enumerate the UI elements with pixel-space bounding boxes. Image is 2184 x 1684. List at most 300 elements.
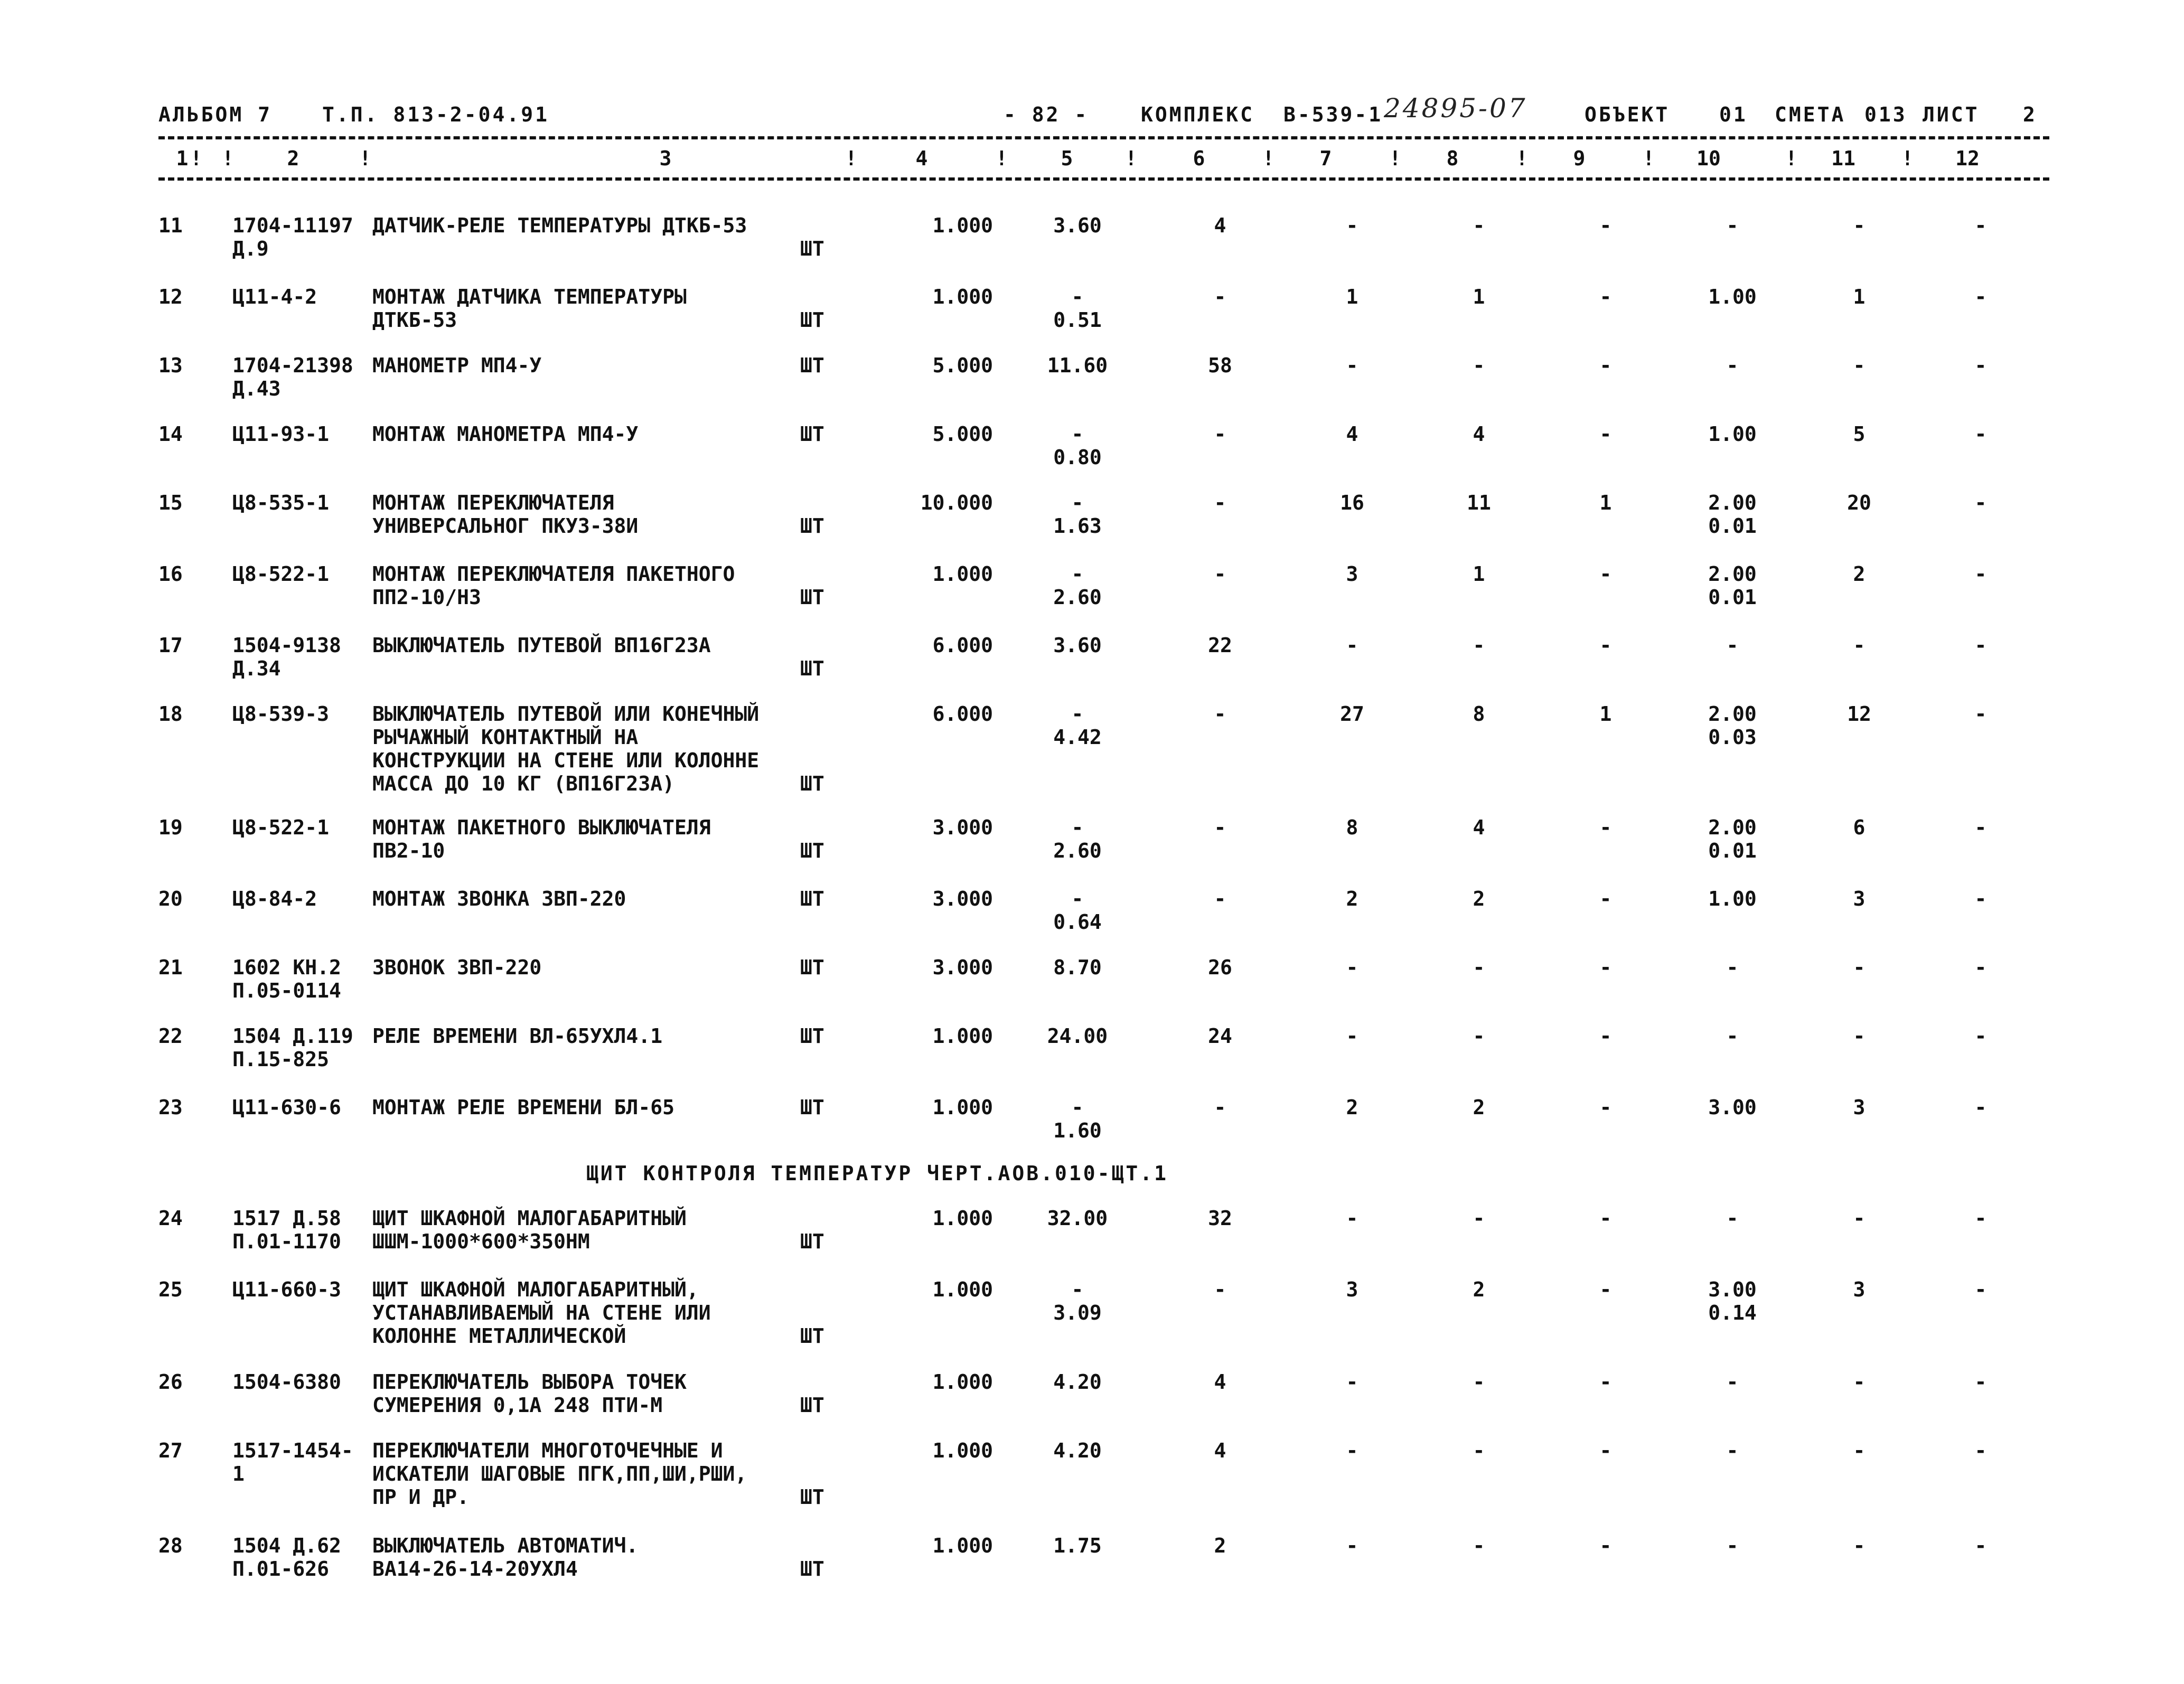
item-name: МОНТАЖ МАНОМЕТРА МП4-У [372, 422, 639, 446]
col-9-value: - [1599, 1024, 1612, 1048]
col-12-value: - [1974, 956, 1987, 979]
row-number: 28 [158, 1534, 183, 1557]
row-number: 12 [158, 285, 183, 308]
col-8-value: 8 [1473, 702, 1485, 726]
col-7-value: 16 [1340, 491, 1364, 514]
col-8-value: 11 [1467, 491, 1491, 514]
col-7-value: 3 [1346, 562, 1358, 586]
header-rule-bottom [158, 177, 2049, 181]
row-number: 17 [158, 634, 183, 657]
column-separator: ! [1125, 147, 1137, 170]
item-code-line2: Д.9 [232, 237, 269, 260]
quantity: 6.000 [932, 702, 993, 726]
item-code-line2: П.01-626 [232, 1557, 330, 1580]
column-number: 8 [1446, 147, 1459, 170]
unit-of-measure: ШТ [800, 1024, 824, 1048]
col-7-value: 2 [1346, 1096, 1358, 1119]
col-11-value: - [1853, 634, 1866, 657]
col-9-value: - [1599, 422, 1612, 446]
col-8-value: - [1473, 956, 1485, 979]
col-7-value: - [1346, 956, 1358, 979]
col-11-value: - [1853, 214, 1866, 237]
unit-price: 8.70 [1053, 956, 1102, 979]
unit-price: - [1071, 702, 1084, 726]
column-separator: ! [222, 147, 234, 170]
row-number: 13 [158, 354, 183, 377]
column-number: 6 [1193, 147, 1205, 170]
item-name-line4: МАССА ДО 10 КГ (ВП16Г23А) [372, 772, 674, 795]
col-12-value: - [1974, 1024, 1987, 1048]
item-name: МАНОМЕТР МП4-У [372, 354, 542, 377]
unit-price-wages: 2.60 [1053, 839, 1102, 862]
col-10-value-line2: 0.01 [1708, 839, 1757, 862]
column-separator: ! [996, 147, 1008, 170]
col-11-value: - [1853, 956, 1866, 979]
unit-of-measure: ШТ [800, 887, 824, 910]
col-10-value: - [1726, 354, 1739, 377]
col-7-value: - [1346, 1439, 1358, 1462]
unit-price: 3.60 [1053, 214, 1102, 237]
col-6-value: 58 [1208, 354, 1232, 377]
unit-price-wages: 2.60 [1053, 586, 1102, 609]
unit-price: 4.20 [1053, 1439, 1102, 1462]
col-10-value-line2: 0.01 [1708, 586, 1757, 609]
row-number: 23 [158, 1096, 183, 1119]
column-number: 9 [1573, 147, 1586, 170]
col-7-value: - [1346, 1534, 1358, 1557]
column-number: 7 [1319, 147, 1332, 170]
item-name: ДАТЧИК-РЕЛЕ ТЕМПЕРАТУРЫ ДТКБ-53 [372, 214, 747, 237]
col-7-value: 1 [1346, 285, 1358, 308]
col-8-value: - [1473, 1370, 1485, 1394]
col-12-value: - [1974, 1534, 1987, 1557]
col-11-value: 6 [1853, 816, 1866, 839]
unit-of-measure: ШТ [800, 308, 824, 332]
col-6-value: - [1214, 422, 1226, 446]
unit-price: - [1071, 816, 1084, 839]
item-name: МОНТАЖ РЕЛЕ ВРЕМЕНИ БЛ-65 [372, 1096, 674, 1119]
quantity: 6.000 [932, 634, 993, 657]
complex-label: КОМПЛЕКС [1141, 103, 1255, 126]
unit-price: 1.75 [1053, 1534, 1102, 1557]
quantity: 3.000 [932, 956, 993, 979]
col-9-value: - [1599, 634, 1612, 657]
item-code-line2: П.05-0114 [232, 979, 341, 1002]
item-code: 1504-6380 [232, 1370, 341, 1394]
col-10-value: - [1726, 1534, 1739, 1557]
unit-of-measure: ШТ [800, 1324, 824, 1348]
complex-code: В-539-1 [1283, 103, 1383, 126]
col-7-value: - [1346, 1207, 1358, 1230]
col-11-value: - [1853, 1370, 1866, 1394]
col-8-value: - [1473, 1439, 1485, 1462]
quantity: 10.000 [920, 491, 993, 514]
item-code-line2: 1 [232, 1462, 245, 1485]
col-10-value: - [1726, 1207, 1739, 1230]
unit-price-wages: 0.64 [1053, 910, 1102, 934]
unit-price: - [1071, 491, 1084, 514]
col-12-value: - [1974, 285, 1987, 308]
row-number: 18 [158, 702, 183, 726]
unit-price-wages: 3.09 [1053, 1301, 1102, 1324]
quantity: 1.000 [932, 214, 993, 237]
item-name: ВЫКЛЮЧАТЕЛЬ ПУТЕВОЙ ВП16Г23А [372, 634, 711, 657]
unit-of-measure: ШТ [800, 1096, 824, 1119]
item-code: 1504-9138 [232, 634, 341, 657]
item-code-line2: П.15-825 [232, 1048, 330, 1071]
column-separator: ! [359, 147, 371, 170]
column-separator: ! [1516, 147, 1528, 170]
unit-of-measure: ШТ [800, 956, 824, 979]
col-9-value: 1 [1599, 702, 1612, 726]
quantity: 1.000 [932, 1439, 993, 1462]
col-9-value: - [1599, 887, 1612, 910]
item-name: ПЕРЕКЛЮЧАТЕЛЬ ВЫБОРА ТОЧЕК [372, 1370, 687, 1394]
quantity: 1.000 [932, 1278, 993, 1301]
col-10-value: 2.00 [1708, 562, 1757, 586]
item-code: Ц8-522-1 [232, 562, 330, 586]
unit-price-wages: 1.63 [1053, 514, 1102, 538]
page-mark: - 82 - [1004, 103, 1089, 126]
quantity: 3.000 [932, 816, 993, 839]
column-separator: ! [1901, 147, 1914, 170]
col-12-value: - [1974, 491, 1987, 514]
item-code: Ц11-660-3 [232, 1278, 341, 1301]
col-11-value: - [1853, 1024, 1866, 1048]
unit-price: 11.60 [1047, 354, 1108, 377]
col-6-value: 4 [1214, 214, 1226, 237]
col-8-value: 4 [1473, 816, 1485, 839]
col-9-value: - [1599, 562, 1612, 586]
item-code: Ц11-630-6 [232, 1096, 341, 1119]
col-6-value: - [1214, 702, 1226, 726]
column-separator: ! [845, 147, 857, 170]
col-10-value: - [1726, 1024, 1739, 1048]
sheet-value: 2 [2023, 103, 2037, 126]
col-11-value: 3 [1853, 1278, 1866, 1301]
quantity: 1.000 [932, 1024, 993, 1048]
album-code: Т.П. 813-2-04.91 [322, 103, 550, 126]
unit-of-measure: ШТ [800, 1485, 824, 1509]
column-number: 10 [1696, 147, 1721, 170]
item-name-line2: ДТКБ-53 [372, 308, 457, 332]
col-6-value: - [1214, 887, 1226, 910]
unit-price-wages: 0.51 [1053, 308, 1102, 332]
unit-price: 32.00 [1047, 1207, 1108, 1230]
quantity: 1.000 [932, 1370, 993, 1394]
unit-price: - [1071, 1096, 1084, 1119]
col-9-value: - [1599, 354, 1612, 377]
object-value: 01 [1719, 103, 1748, 126]
object-label: ОБЪЕКТ [1585, 103, 1670, 126]
col-12-value: - [1974, 634, 1987, 657]
column-number: 3 [659, 147, 672, 170]
unit-price: - [1071, 562, 1084, 586]
col-11-value: - [1853, 1207, 1866, 1230]
col-8-value: - [1473, 1534, 1485, 1557]
item-name-line2: УСТАНАВЛИВАЕМЫЙ НА СТЕНЕ ИЛИ [372, 1301, 711, 1324]
quantity: 1.000 [932, 285, 993, 308]
item-name-line2: ВА14-26-14-20УХЛ4 [372, 1557, 578, 1580]
unit-of-measure: ШТ [800, 422, 824, 446]
quantity: 1.000 [932, 562, 993, 586]
col-9-value: - [1599, 1096, 1612, 1119]
unit-of-measure: ШТ [800, 1557, 824, 1580]
row-number: 26 [158, 1370, 183, 1394]
col-12-value: - [1974, 702, 1987, 726]
column-number: 4 [915, 147, 928, 170]
item-name-line2: ПП2-10/Н3 [372, 586, 481, 609]
col-7-value: - [1346, 1024, 1358, 1048]
col-6-value: 24 [1208, 1024, 1232, 1048]
col-7-value: 27 [1340, 702, 1364, 726]
item-code: Ц8-539-3 [232, 702, 330, 726]
item-code: Ц11-93-1 [232, 422, 330, 446]
col-12-value: - [1974, 1207, 1987, 1230]
col-8-value: 2 [1473, 887, 1485, 910]
col-10-value-line2: 0.14 [1708, 1301, 1757, 1324]
col-10-value: - [1726, 1439, 1739, 1462]
item-code: Ц8-522-1 [232, 816, 330, 839]
row-number: 16 [158, 562, 183, 586]
item-name: МОНТАЖ ПЕРЕКЛЮЧАТЕЛЯ ПАКЕТНОГО [372, 562, 735, 586]
sheet-header [158, 93, 2049, 130]
quantity: 3.000 [932, 887, 993, 910]
unit-price: - [1071, 1278, 1084, 1301]
item-code: 1602 КН.2 [232, 956, 341, 979]
col-6-value: 32 [1208, 1207, 1232, 1230]
estimate-value: 013 [1864, 103, 1907, 126]
col-10-value: 2.00 [1708, 491, 1757, 514]
sheet-label: ЛИСТ [1923, 103, 1980, 126]
estimate-label: СМЕТА [1775, 103, 1846, 126]
row-number: 19 [158, 816, 183, 839]
item-code: 1504 Д.119 [232, 1024, 353, 1048]
column-separator: ! [190, 147, 202, 170]
item-name: ЩИТ ШКАФНОЙ МАЛОГАБАРИТНЫЙ [372, 1207, 687, 1230]
item-name-line2: УНИВЕРСАЛЬНОГ ПКУ3-38И [372, 514, 639, 538]
unit-price: 24.00 [1047, 1024, 1108, 1048]
col-10-value: - [1726, 956, 1739, 979]
row-number: 22 [158, 1024, 183, 1048]
col-6-value: 4 [1214, 1439, 1226, 1462]
item-name-line3: ПР И ДР. [372, 1485, 470, 1509]
col-9-value: - [1599, 816, 1612, 839]
item-name: МОНТАЖ ДАТЧИКА ТЕМПЕРАТУРЫ [372, 285, 687, 308]
col-12-value: - [1974, 422, 1987, 446]
col-6-value: - [1214, 816, 1226, 839]
item-code: 1517-1454- [232, 1439, 353, 1462]
item-name-line3: КОЛОННЕ МЕТАЛЛИЧЕСКОЙ [372, 1324, 626, 1348]
col-7-value: 4 [1346, 422, 1358, 446]
row-number: 24 [158, 1207, 183, 1230]
item-code-line2: П.01-1170 [232, 1230, 341, 1253]
item-name: ВЫКЛЮЧАТЕЛЬ АВТОМАТИЧ. [372, 1534, 639, 1557]
col-8-value: - [1473, 354, 1485, 377]
col-6-value: 22 [1208, 634, 1232, 657]
col-12-value: - [1974, 1370, 1987, 1394]
unit-price: - [1071, 887, 1084, 910]
item-name: ПЕРЕКЛЮЧАТЕЛИ МНОГОТОЧЕЧНЫЕ И [372, 1439, 723, 1462]
col-6-value: - [1214, 1096, 1226, 1119]
item-code-line2: Д.34 [232, 657, 281, 680]
col-11-value: 3 [1853, 1096, 1866, 1119]
col-10-value: 1.00 [1708, 422, 1757, 446]
unit-of-measure: ШТ [800, 1394, 824, 1417]
item-name-line2: ИСКАТЕЛИ ШАГОВЫЕ ПГК,ПП,ШИ,РШИ, [372, 1462, 747, 1485]
unit-price-wages: 4.42 [1053, 726, 1102, 749]
col-9-value: - [1599, 1534, 1612, 1557]
col-9-value: - [1599, 214, 1612, 237]
col-10-value: 2.00 [1708, 702, 1757, 726]
unit-of-measure: ШТ [800, 1230, 824, 1253]
col-9-value: - [1599, 1278, 1612, 1301]
col-8-value: - [1473, 1024, 1485, 1048]
item-name-line3: КОНСТРУКЦИИ НА СТЕНЕ ИЛИ КОЛОННЕ [372, 749, 760, 772]
header-rule-top [158, 136, 2049, 139]
col-8-value: 1 [1473, 562, 1485, 586]
item-name: РЕЛЕ ВРЕМЕНИ ВЛ-65УХЛ4.1 [372, 1024, 663, 1048]
column-number-row [158, 147, 2049, 170]
item-code: Ц11-4-2 [232, 285, 317, 308]
col-12-value: - [1974, 562, 1987, 586]
item-code: 1704-21398 [232, 354, 353, 377]
item-code: 1517 Д.58 [232, 1207, 341, 1230]
column-number: 12 [1955, 147, 1980, 170]
col-7-value: 2 [1346, 887, 1358, 910]
col-11-value: 3 [1853, 887, 1866, 910]
col-7-value: - [1346, 634, 1358, 657]
unit-price: 4.20 [1053, 1370, 1102, 1394]
unit-price-wages: 0.80 [1053, 446, 1102, 469]
col-7-value: - [1346, 214, 1358, 237]
unit-price: 3.60 [1053, 634, 1102, 657]
item-code: Ц8-84-2 [232, 887, 317, 910]
unit-of-measure: ШТ [800, 772, 824, 795]
col-11-value: - [1853, 1534, 1866, 1557]
column-separator: ! [1389, 147, 1401, 170]
col-11-value: 5 [1853, 422, 1866, 446]
col-8-value: 4 [1473, 422, 1485, 446]
col-9-value: - [1599, 285, 1612, 308]
col-11-value: 1 [1853, 285, 1866, 308]
unit-of-measure: ШТ [800, 354, 824, 377]
col-6-value: - [1214, 562, 1226, 586]
col-10-value: 3.00 [1708, 1278, 1757, 1301]
item-name: ВЫКЛЮЧАТЕЛЬ ПУТЕВОЙ ИЛИ КОНЕЧНЫЙ [372, 702, 760, 726]
item-name: МОНТАЖ ЗВОНКА ЗВП-220 [372, 887, 626, 910]
col-9-value: - [1599, 1439, 1612, 1462]
col-7-value: - [1346, 354, 1358, 377]
col-7-value: - [1346, 1370, 1358, 1394]
col-8-value: 2 [1473, 1278, 1485, 1301]
col-10-value: 2.00 [1708, 816, 1757, 839]
unit-price: - [1071, 422, 1084, 446]
col-7-value: 3 [1346, 1278, 1358, 1301]
unit-price: - [1071, 285, 1084, 308]
quantity: 1.000 [932, 1096, 993, 1119]
col-11-value: - [1853, 354, 1866, 377]
quantity: 1.000 [932, 1207, 993, 1230]
col-8-value: 2 [1473, 1096, 1485, 1119]
quantity: 5.000 [932, 422, 993, 446]
column-separator: ! [1785, 147, 1797, 170]
col-8-value: - [1473, 1207, 1485, 1230]
row-number: 14 [158, 422, 183, 446]
col-7-value: 8 [1346, 816, 1358, 839]
item-name: МОНТАЖ ПАКЕТНОГО ВЫКЛЮЧАТЕЛЯ [372, 816, 711, 839]
row-number: 25 [158, 1278, 183, 1301]
row-number: 11 [158, 214, 183, 237]
unit-of-measure: ШТ [800, 237, 824, 260]
item-name-line2: РЫЧАЖНЫЙ КОНТАКТНЫЙ НА [372, 726, 639, 749]
album-label: АЛЬБОМ 7 [158, 103, 273, 126]
col-6-value: - [1214, 285, 1226, 308]
unit-price-wages: 1.60 [1053, 1119, 1102, 1142]
col-10-value-line2: 0.01 [1708, 514, 1757, 538]
column-number: 11 [1831, 147, 1855, 170]
col-12-value: - [1974, 1278, 1987, 1301]
item-name-line2: СУМЕРЕНИЯ 0,1А 248 ПТИ-М [372, 1394, 663, 1417]
col-12-value: - [1974, 354, 1987, 377]
col-10-value: 3.00 [1708, 1096, 1757, 1119]
col-11-value: 20 [1847, 491, 1871, 514]
row-number: 20 [158, 887, 183, 910]
col-8-value: 1 [1473, 285, 1485, 308]
column-number: 5 [1061, 147, 1073, 170]
col-9-value: - [1599, 1370, 1612, 1394]
col-12-value: - [1974, 816, 1987, 839]
row-number: 27 [158, 1439, 183, 1462]
col-6-value: - [1214, 491, 1226, 514]
unit-of-measure: ШТ [800, 839, 824, 862]
quantity: 5.000 [932, 354, 993, 377]
col-10-value: - [1726, 634, 1739, 657]
col-12-value: - [1974, 1439, 1987, 1462]
col-11-value: 12 [1847, 702, 1871, 726]
col-12-value: - [1974, 1096, 1987, 1119]
quantity: 1.000 [932, 1534, 993, 1557]
col-9-value: - [1599, 956, 1612, 979]
col-10-value: 1.00 [1708, 285, 1757, 308]
item-code-line2: Д.43 [232, 377, 281, 400]
col-6-value: 2 [1214, 1534, 1226, 1557]
col-8-value: - [1473, 634, 1485, 657]
item-code: Ц8-535-1 [232, 491, 330, 514]
unit-of-measure: ШТ [800, 586, 824, 609]
row-number: 15 [158, 491, 183, 514]
item-name: ЩИТ ШКАФНОЙ МАЛОГАБАРИТНЫЙ, [372, 1278, 699, 1301]
col-11-value: - [1853, 1439, 1866, 1462]
item-name-line2: ШШМ-1000*600*350НМ [372, 1230, 590, 1253]
col-6-value: 26 [1208, 956, 1232, 979]
col-8-value: - [1473, 214, 1485, 237]
col-10-value: - [1726, 214, 1739, 237]
column-separator: ! [1262, 147, 1274, 170]
col-12-value: - [1974, 214, 1987, 237]
col-6-value: 4 [1214, 1370, 1226, 1394]
item-code: 1704-11197 [232, 214, 353, 237]
col-10-value: 1.00 [1708, 887, 1757, 910]
item-name-line2: ПВ2-10 [372, 839, 445, 862]
column-separator: ! [1643, 147, 1655, 170]
col-10-value: - [1726, 1370, 1739, 1394]
handwritten-number: 24895-07 [1384, 93, 1527, 124]
row-number: 21 [158, 956, 183, 979]
column-number: 1 [176, 147, 189, 170]
col-9-value: - [1599, 1207, 1612, 1230]
col-11-value: 2 [1853, 562, 1866, 586]
